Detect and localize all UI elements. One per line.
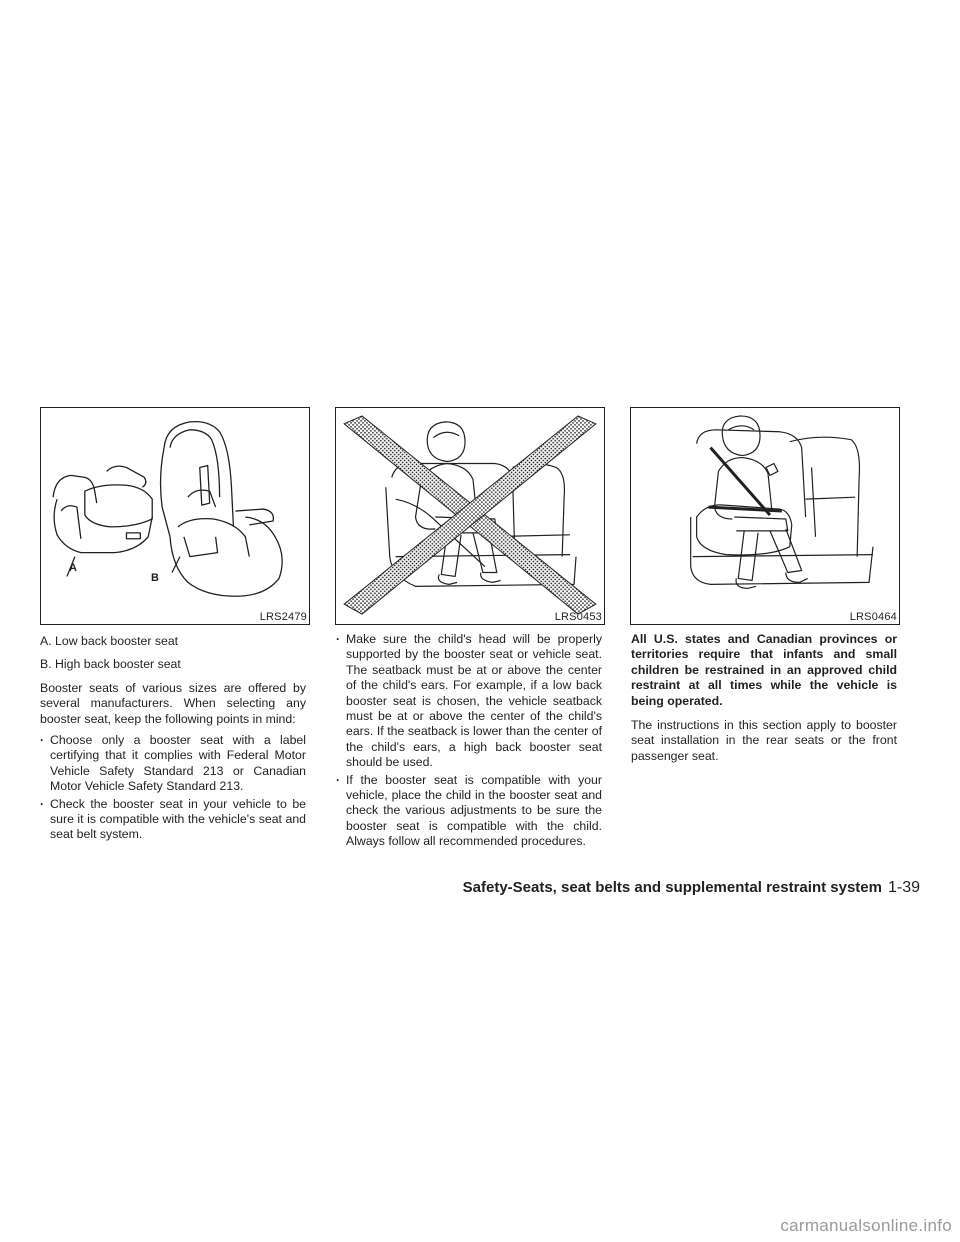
caption-a: A. Low back booster seat — [40, 634, 179, 648]
text-column-2 — [336, 632, 602, 852]
bullet-item: · Check the booster seat in your vehicle to be sure it is compatible with the vehicle's seat and seat belt system. — [40, 797, 306, 843]
bullet-item: · Make sure the child's head will be properly supported by the booster seat or vehicle seat. The seatback must be at or above the center of the child's ears. For example, if a low back booster seat is chosen, the vehicle seatback must be at or above the center of the child's ears. If the seatback is lower than the center of the child's ears, a high back booster seat should be used. — [336, 632, 602, 771]
figure-code: LRS2479 — [259, 611, 307, 623]
correct-seating-illustration — [631, 408, 899, 624]
bullet-item: · If the booster seat is compatible with your vehicle, place the child in the booster seat and check the various adjustments to be sure the booster seat is compatible with the child. Always follow all recommended procedures. — [336, 773, 602, 850]
text-column-3 — [631, 632, 897, 770]
page-footer — [463, 879, 920, 897]
intro-paragraph: Booster seats of various sizes are offered by several manufacturers. When selecting any booster seat, keep the following points in mind: — [40, 680, 306, 726]
warning-paragraph: All U.S. states and Canadian provinces or territories require that infants and small children be restrained in an approved child restraint at all times while the vehicle is being operated. — [631, 632, 897, 708]
incorrect-seating-illustration — [336, 408, 604, 624]
instructions-paragraph: The instructions in this section apply to booster seat installation in the rear seats or the front passenger seat. — [631, 718, 897, 763]
figure-incorrect-seating — [335, 407, 605, 625]
figure-code: LRS0453 — [554, 611, 602, 623]
bullet-item: · Choose only a booster seat with a label certifying that it complies with Federal Motor Vehicle Safety Standard 213 or Canadian Motor Vehicle Safety Standard 213. — [40, 733, 306, 795]
watermark: carmanualsonline.info — [780, 1216, 952, 1235]
callout-a: A — [69, 562, 77, 574]
figure-booster-seats — [40, 407, 310, 625]
text-column-1 — [40, 634, 306, 845]
figure-correct-seating — [630, 407, 900, 625]
page-number: 1-39 — [887, 879, 920, 896]
booster-seats-illustration — [41, 408, 309, 624]
caption-b: B. High back booster seat — [40, 657, 181, 672]
callout-b: B — [151, 572, 159, 584]
section-title: Safety-Seats, seat belts and supplemental restraint system — [462, 879, 882, 896]
figure-code: LRS0464 — [849, 611, 897, 623]
